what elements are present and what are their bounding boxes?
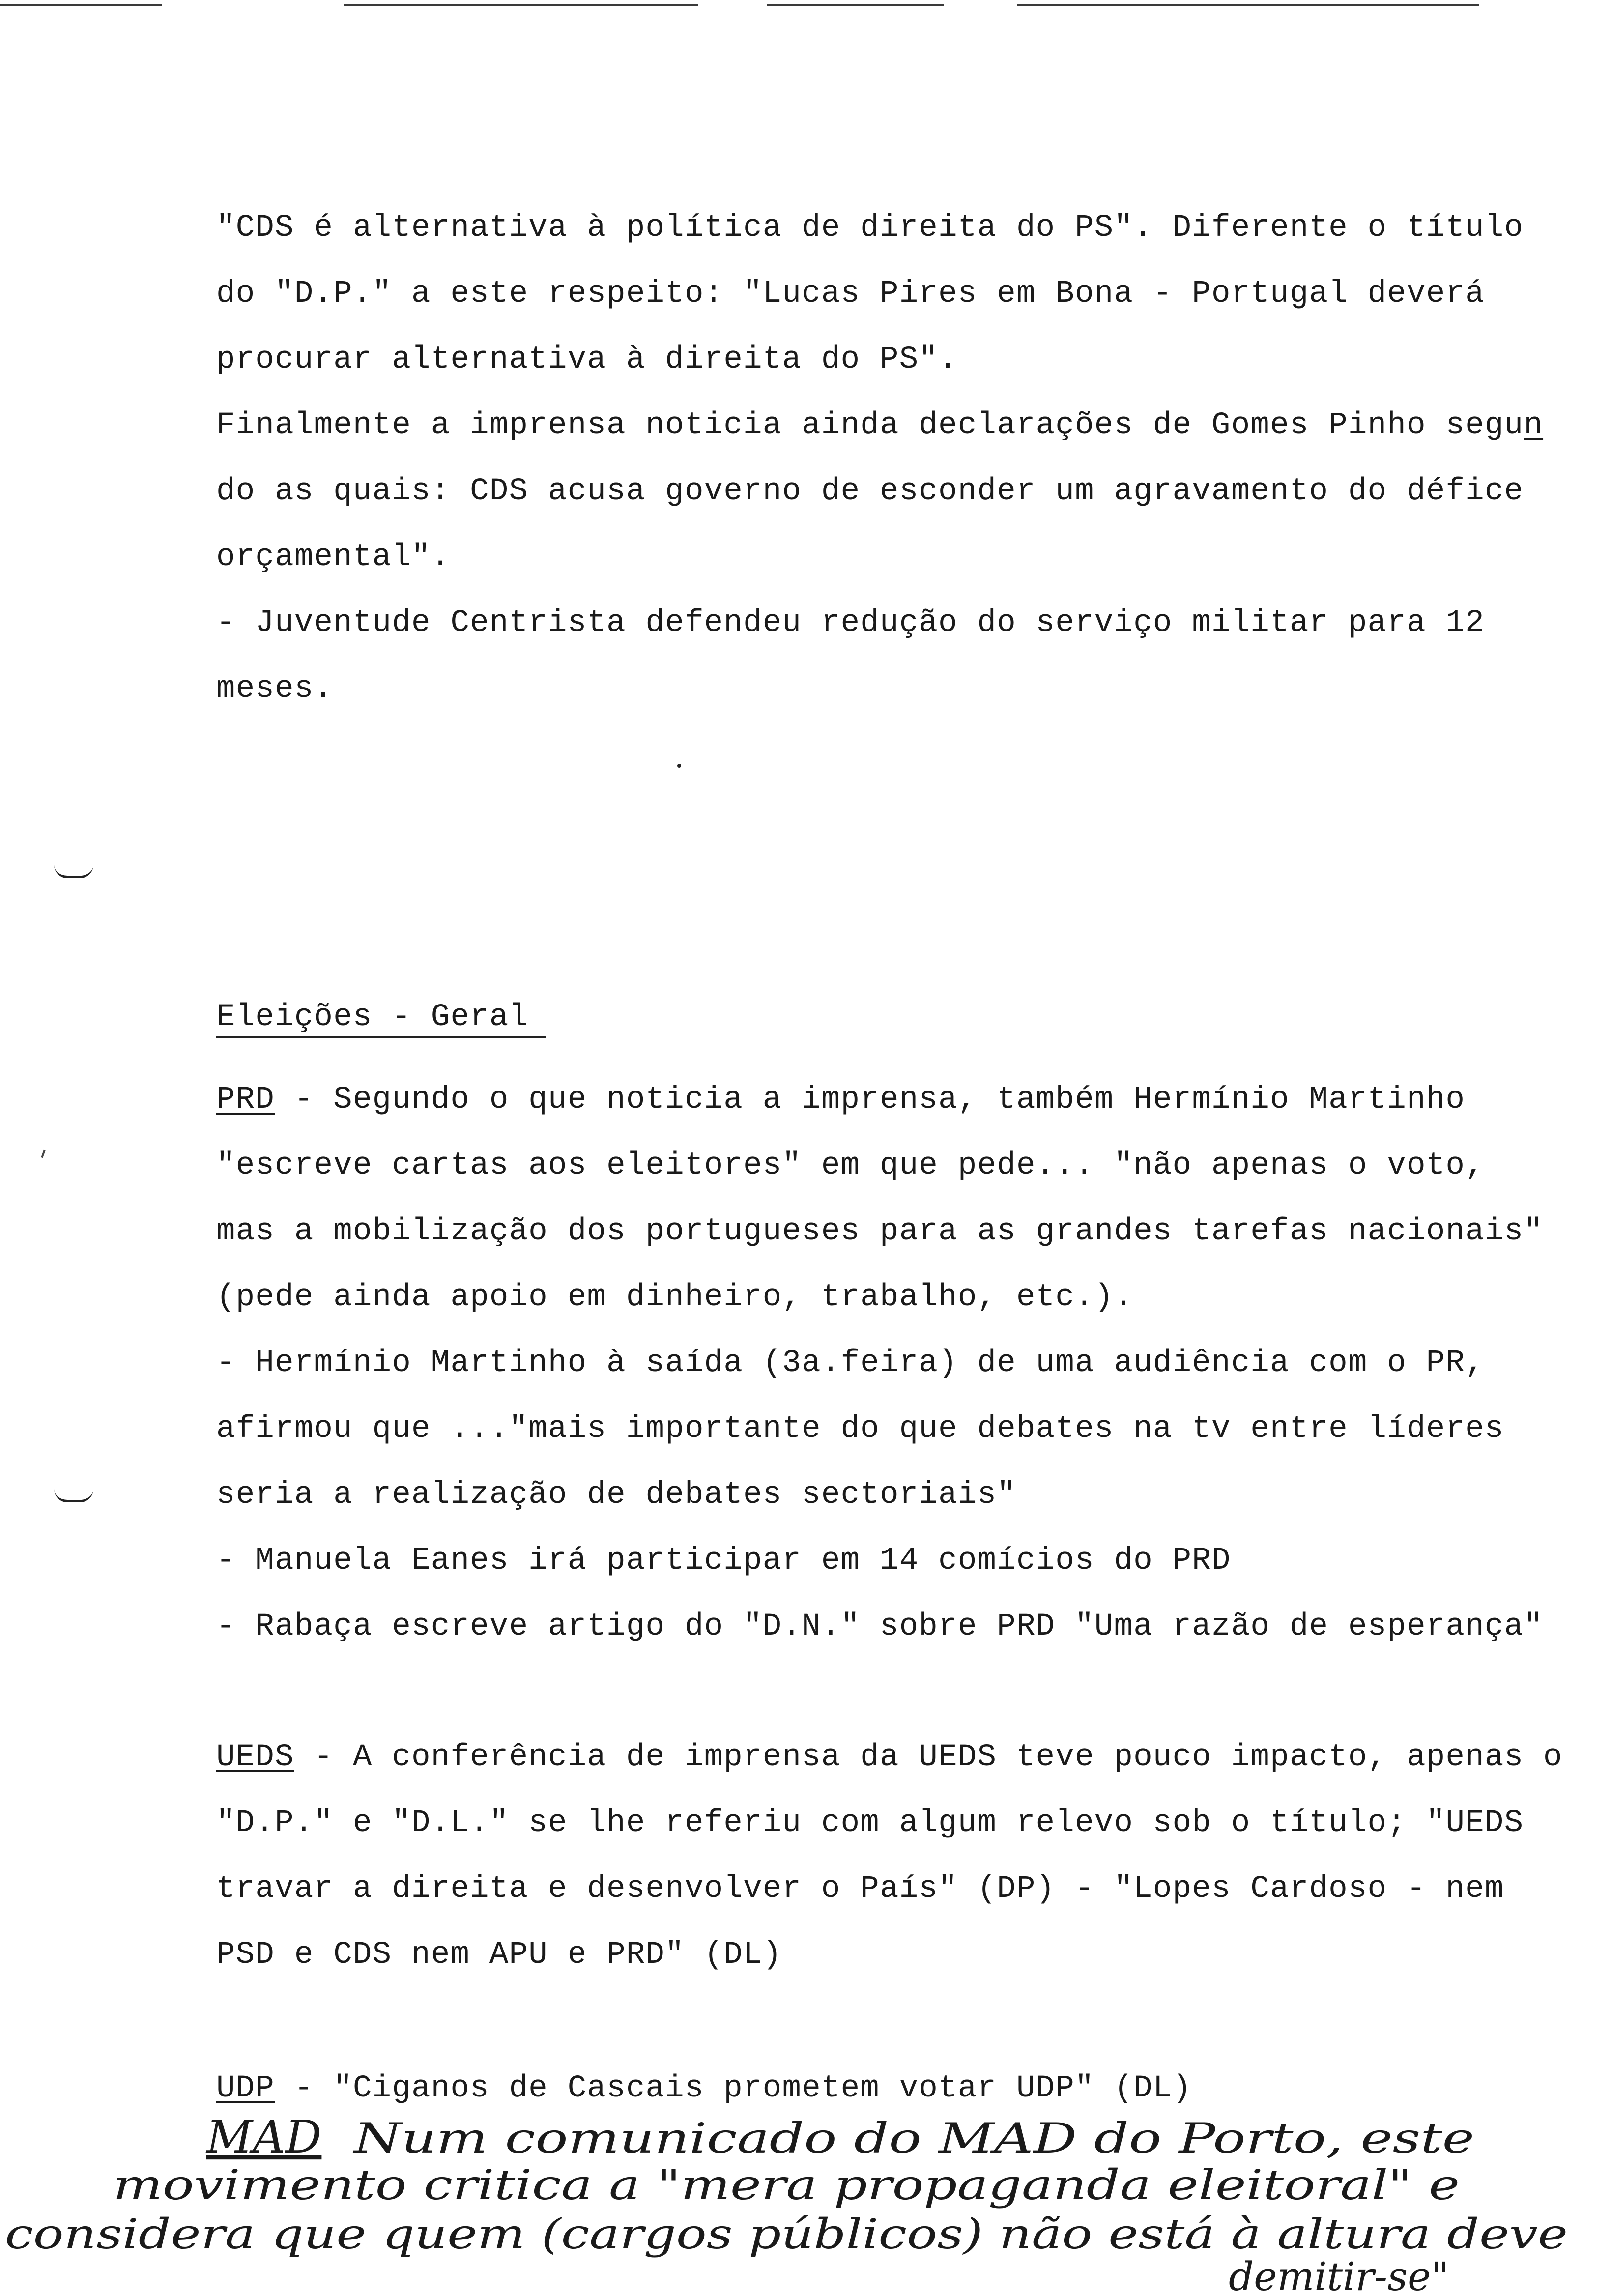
text-line: procurar alternativa à direita do PS". [216, 342, 958, 377]
section-heading: Eleições - Geral [216, 1000, 529, 1035]
text-line: - Manuela Eanes irá participar em 14 comícios do PRD [216, 1543, 1231, 1578]
top-rule [0, 4, 162, 6]
text-line: - Hermínio Martinho à saída (3a.feira) de uma audiência com o PR, [216, 1346, 1485, 1381]
udp-line: UDP - "Ciganos de Cascais prometem votar UDP" (DL) [216, 2071, 1192, 2106]
top-rule [344, 4, 698, 6]
heading-underline [216, 1036, 546, 1038]
text-line: meses. [216, 671, 334, 707]
udp-label: UDP [216, 2071, 275, 2106]
handwritten-label: MAD [206, 2111, 322, 2163]
text-line: do "D.P." a este respeito: "Lucas Pires em Bona - Portugal deverá [216, 276, 1485, 312]
ueds-label: UEDS [216, 1740, 294, 1775]
text-line: PSD e CDS nem APU e PRD" (DL) [216, 1937, 782, 1973]
text-line: orçamental". [216, 540, 451, 575]
margin-mark [41, 1150, 45, 1158]
ueds-first-line: UEDS - A conferência de imprensa da UEDS teve pouco impacto, apenas o [216, 1740, 1563, 1775]
handwritten-line: demitir-se" [1229, 2254, 1449, 2296]
prd-first-line: PRD - Segundo o que noticia a imprensa, também Hermínio Martinho [216, 1082, 1466, 1118]
text-line: travar a direita e desenvolver o País" (DP) - "Lopes Cardoso - nem [216, 1871, 1504, 1907]
top-rule [767, 4, 944, 6]
text-line: (pede ainda apoio em dinheiro, trabalho, etc.). [216, 1280, 1134, 1315]
text-line: "CDS é alternativa à política de direita do PS". Diferente o título [216, 210, 1524, 246]
stray-dot [677, 764, 681, 768]
handwritten-note [0, 2108, 1612, 2296]
text-line: seria a realização de debates sectoriais" [216, 1477, 1016, 1513]
text-line: - Rabaça escreve artigo do "D.N." sobre PRD "Uma razão de esperança" [216, 1609, 1544, 1644]
prd-label: PRD [216, 1082, 275, 1118]
handwritten-line: movimento critica a "mera propaganda eleitoral" e [113, 2161, 1460, 2209]
text-line: "D.P." e "D.L." se lhe referiu com algum relevo sob o título; "UEDS [216, 1806, 1524, 1841]
top-rule [1017, 4, 1479, 6]
handwritten-line: considera que quem (cargos públicos) não está à altura deve [5, 2210, 1568, 2258]
text-line: "escreve cartas aos eleitores" em que pede... "não apenas o voto, [216, 1148, 1485, 1183]
text-line: afirmou que ..."mais importante do que debates na tv entre líderes [216, 1411, 1504, 1447]
margin-mark [54, 1489, 93, 1502]
text-line: do as quais: CDS acusa governo de esconder um agravamento do défice [216, 474, 1524, 509]
margin-mark [54, 865, 93, 878]
text-line: mas a mobilização dos portugueses para as grandes tarefas nacionais" [216, 1214, 1544, 1249]
handwritten-line: Num comunicado do MAD do Porto, este [352, 2114, 1474, 2162]
text-line: Finalmente a imprensa noticia ainda declarações de Gomes Pinho segun [216, 408, 1544, 443]
text-line: - Juventude Centrista defendeu redução do serviço militar para 12 [216, 605, 1485, 641]
